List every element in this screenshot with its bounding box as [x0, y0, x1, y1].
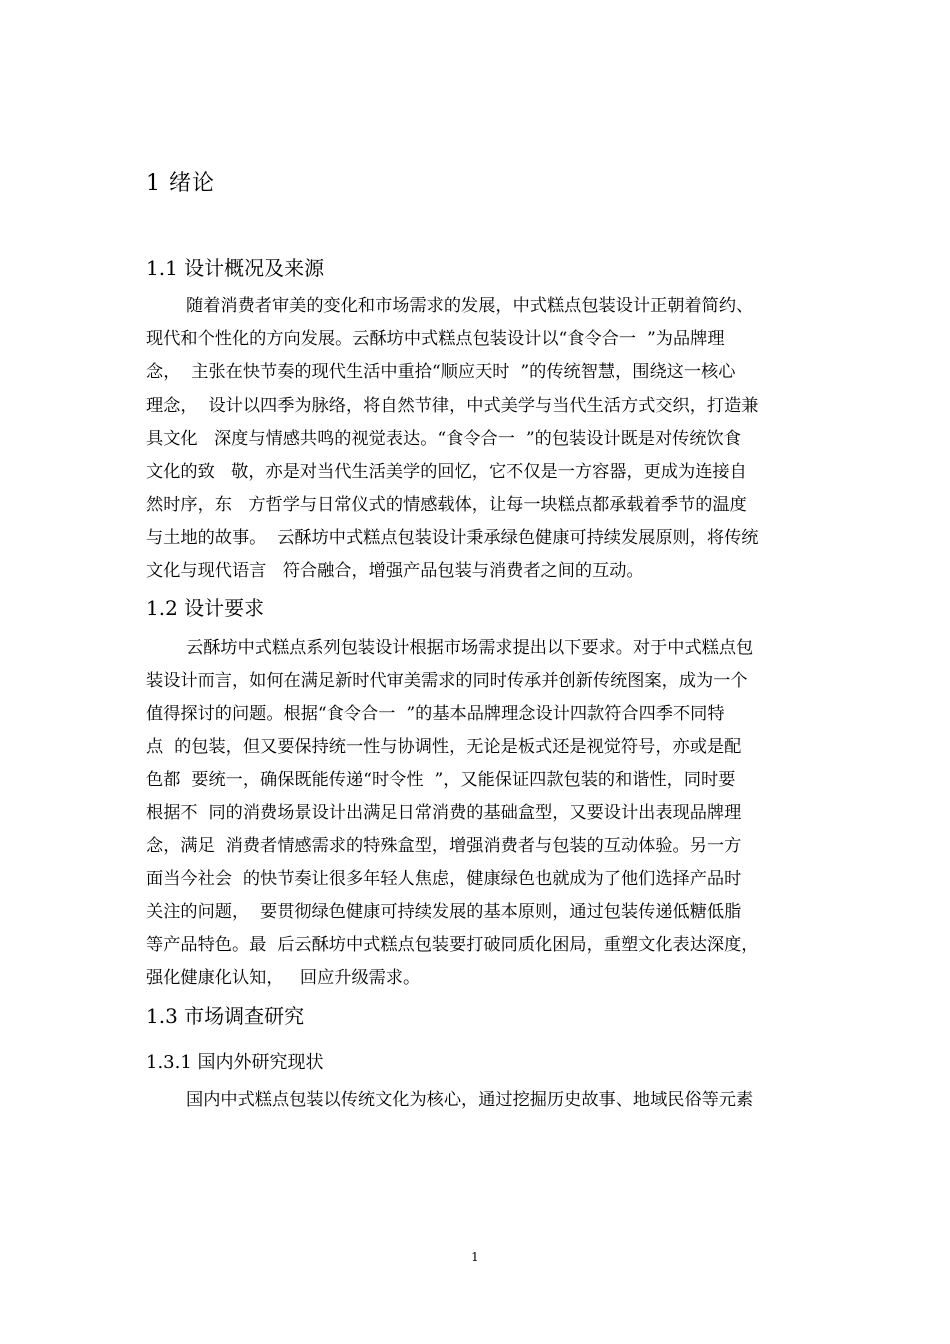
paragraph-line: 面当今社会 的快节奏让很多年轻人焦虑，健康绿色也就成为了他们选择产品时 [146, 869, 742, 889]
paragraph-line: 根据不 同的消费场景设计出满足日常消费的基础盒型，又要设计出表现品牌理 [146, 803, 742, 823]
paragraph-line: 文化的致 敬，亦是对当代生活美学的回忆，它不仅是一方容器，更成为连接自 [146, 462, 747, 482]
paragraph-line: 强化健康化认知， 回应升级需求。 [146, 968, 421, 988]
section-heading-1-1: 1.1 设计概况及来源 [146, 256, 325, 280]
section-heading-1-2: 1.2 设计要求 [146, 596, 265, 620]
paragraph-line: 现代和个性化的方向发展。云酥坊中式糕点包装设计以“食令合一 ”为品牌理 [146, 329, 725, 349]
chapter-heading: 1 绪论 [146, 171, 215, 196]
paragraph-line: 等产品特色。最 后云酥坊中式糕点包装要打破同质化困局，重塑文化表达深度， [146, 935, 759, 955]
paragraph-line: 云酥坊中式糕点系列包装设计根据市场需求提出以下要求。对于中式糕点包 [186, 638, 754, 658]
paragraph-line: 随着消费者审美的变化和市场需求的发展，中式糕点包装设计正朝着简约、 [186, 296, 754, 316]
paragraph-line: 文化与现代语言 符合融合，增强产品包装与消费者之间的互动。 [146, 561, 644, 581]
paragraph-line: 念， 主张在快节奏的现代生活中重拾“顺应天时 ”的传统智慧，围绕这一核心 [146, 362, 736, 382]
paragraph-line: 与土地的故事。 云酥坊中式糕点包装设计秉承绿色健康可持续发展原则，将传统 [146, 528, 759, 548]
paragraph-line: 念，满足 消费者情感需求的特殊盒型，增强消费者与包装的互动体验。另一方 [146, 836, 742, 856]
paragraph-line: 具文化 深度与情感共鸣的视觉表达。“食令合一 ”的包装设计既是对传统饮食 [146, 429, 741, 449]
paragraph-line: 理念， 设计以四季为脉络，将自然节律，中式美学与当代生活方式交织，打造兼 [146, 396, 759, 416]
paragraph-line: 国内中式糕点包装以传统文化为核心，通过挖掘历史故事、地域民俗等元素 [186, 1090, 754, 1110]
section-heading-1-3: 1.3 市场调查研究 [146, 1004, 305, 1028]
paragraph-line: 点 的包装，但又要保持统一性与协调性，无论是板式还是视觉符号，亦或是配 [146, 737, 742, 757]
paragraph-line: 关注的问题， 要贯彻绿色健康可持续发展的基本原则，通过包装传递低糖低脂 [146, 902, 742, 922]
subsection-heading-1-3-1: 1.3.1 国内外研究现状 [146, 1052, 324, 1073]
paragraph-line: 色都 要统一，确保既能传递“时令性 ”，又能保证四款包装的和谐性，同时要 [146, 770, 736, 790]
paragraph-line: 值得探讨的问题。根据“食令合一 ”的基本品牌理念设计四款符合四季不同特 [146, 704, 725, 724]
paragraph-line: 装设计而言，如何在满足新时代审美需求的同时传承并创新传统图案，成为一个 [146, 671, 748, 691]
page-number: 1 [471, 1250, 479, 1264]
paragraph-line: 然时序，东 方哲学与日常仪式的情感载体，让每一块糕点都承载着季节的温度 [146, 495, 747, 515]
